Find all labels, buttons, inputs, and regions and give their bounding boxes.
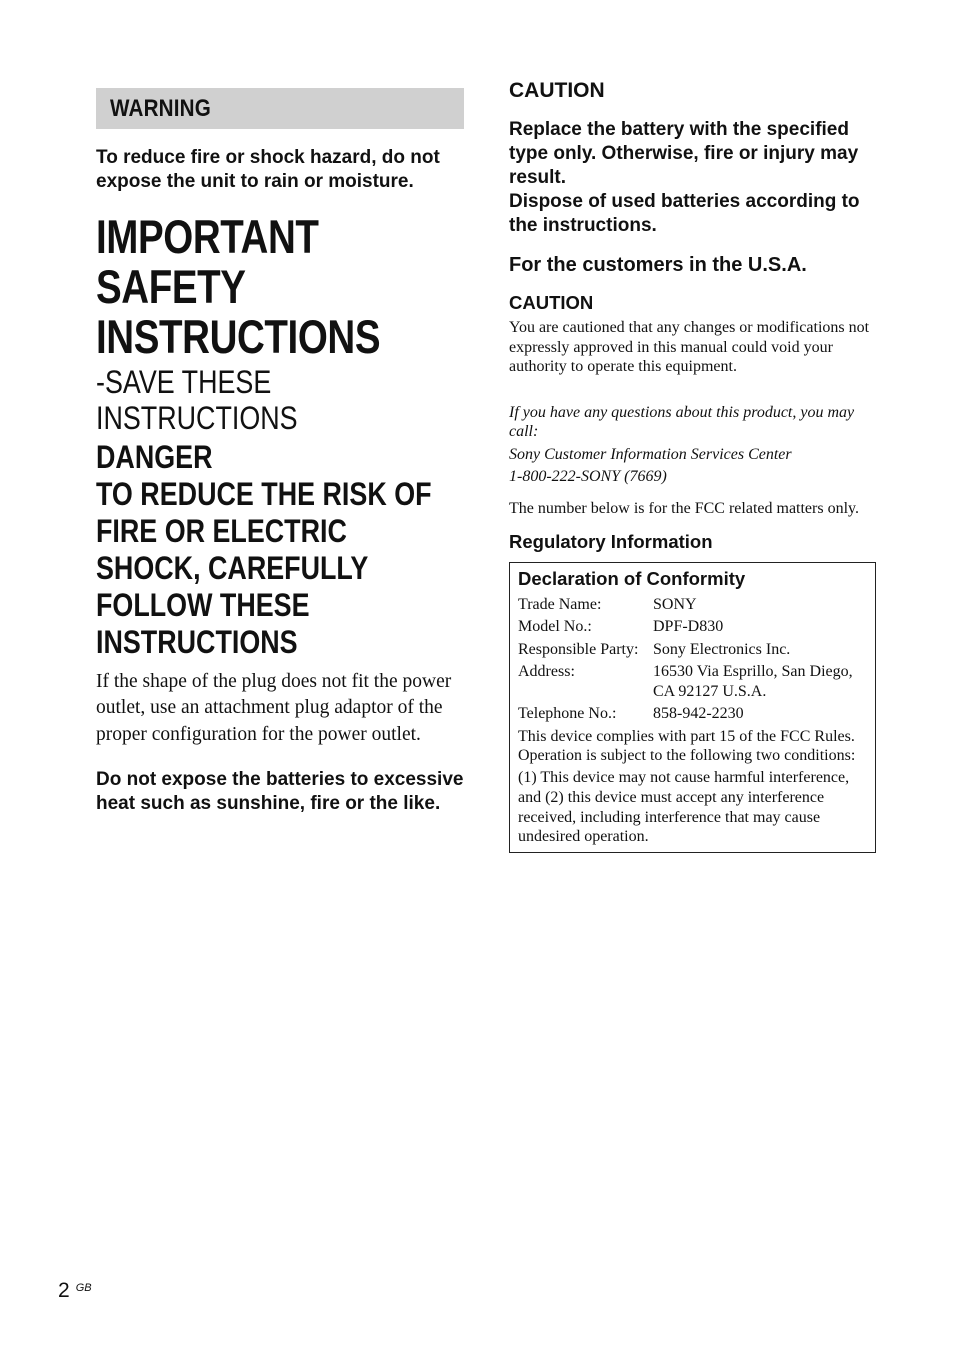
caution-title: CAUTION xyxy=(509,79,605,102)
danger-heading xyxy=(96,439,466,661)
warning-text: To reduce fire or shock hazard, do not expose the unit to rain or moisture. xyxy=(96,147,440,192)
right-column xyxy=(509,78,877,853)
conditions-paragraph: (1) This device may not cause harmful interference, and (2) this device must accept any interference received, including interference that may cause undesired operation. xyxy=(518,769,850,846)
caution-battery-text: Replace the battery with the specified type only. Otherwise, fire or injury may result. xyxy=(509,119,859,188)
fcc-note: The number below is for the FCC related matters only. xyxy=(509,499,859,517)
danger-line: TO REDUCE THE RISK OF xyxy=(96,476,432,512)
safety-title xyxy=(96,212,473,362)
row-value: 16530 Via Esprillo, San Diego, CA 92127 U.S.A. xyxy=(653,663,853,700)
row-label: Address: xyxy=(518,663,575,680)
danger-line: SHOCK, CAREFULLY xyxy=(96,550,369,586)
question-text: If you have any questions about this product, you may call: xyxy=(509,403,855,440)
row-value: SONY xyxy=(653,595,697,613)
declaration-row xyxy=(518,662,867,701)
row-label: Responsible Party: xyxy=(518,640,639,658)
declaration-title: Declaration of Conformity xyxy=(518,567,746,589)
declaration-row xyxy=(518,617,867,637)
danger-line: FOLLOW THESE xyxy=(96,587,310,623)
save-line: -SAVE THESE xyxy=(96,364,272,400)
batteries-warning: Do not expose the batteries to excessive heat such as sunshine, fire or the like. xyxy=(96,768,464,814)
compliance-paragraph: This device complies with part 15 of the FCC Rules. Operation is subject to the following two conditions: xyxy=(518,727,856,765)
title-line: IMPORTANT xyxy=(96,210,319,263)
warning-banner xyxy=(96,88,464,129)
title-line: INSTRUCTIONS xyxy=(96,310,381,363)
danger-line: DANGER xyxy=(96,439,213,475)
title-line: SAFETY xyxy=(96,260,246,313)
save-line: INSTRUCTIONS xyxy=(96,400,298,436)
save-instructions xyxy=(96,364,466,436)
contact-block xyxy=(509,403,877,487)
left-column xyxy=(96,88,464,816)
page-number: 2 xyxy=(58,1279,70,1302)
center-name: Sony Customer Information Services Center xyxy=(509,445,792,463)
language-code: GB xyxy=(75,1282,92,1294)
danger-line: INSTRUCTIONS xyxy=(96,624,298,660)
declaration-row xyxy=(518,640,867,660)
row-value: 858-942-2230 xyxy=(653,705,744,722)
caution-fcc-text: You are cautioned that any changes or modifications not expressly approved in this manual could void your authority to operate this equipment. xyxy=(509,319,870,375)
plug-paragraph: If the shape of the plug does not fit the power outlet, use an attachment plug adaptor of the proper configuration for the power outlet. xyxy=(96,671,452,745)
declaration-row xyxy=(518,595,867,615)
caution-text xyxy=(509,118,877,238)
declaration-box xyxy=(509,562,876,854)
center-phone: 1-800-222-SONY (7669) xyxy=(509,468,667,485)
caution-dispose-text: Dispose of used batteries according to the instructions. xyxy=(509,191,860,236)
regulatory-heading: Regulatory Information xyxy=(509,530,713,552)
caution-subtitle: CAUTION xyxy=(509,292,594,313)
usa-heading: For the customers in the U.S.A. xyxy=(509,254,807,276)
warning-title: WARNING xyxy=(110,94,211,122)
page-footer xyxy=(58,1279,92,1303)
row-label: Telephone No.: xyxy=(518,705,617,722)
danger-line: FIRE OR ELECTRIC xyxy=(96,513,347,549)
declaration-row xyxy=(518,704,867,724)
row-label: Model No.: xyxy=(518,618,592,635)
row-value: Sony Electronics Inc. xyxy=(653,640,791,658)
row-value: DPF-D830 xyxy=(653,618,724,635)
row-label: Trade Name: xyxy=(518,595,602,613)
